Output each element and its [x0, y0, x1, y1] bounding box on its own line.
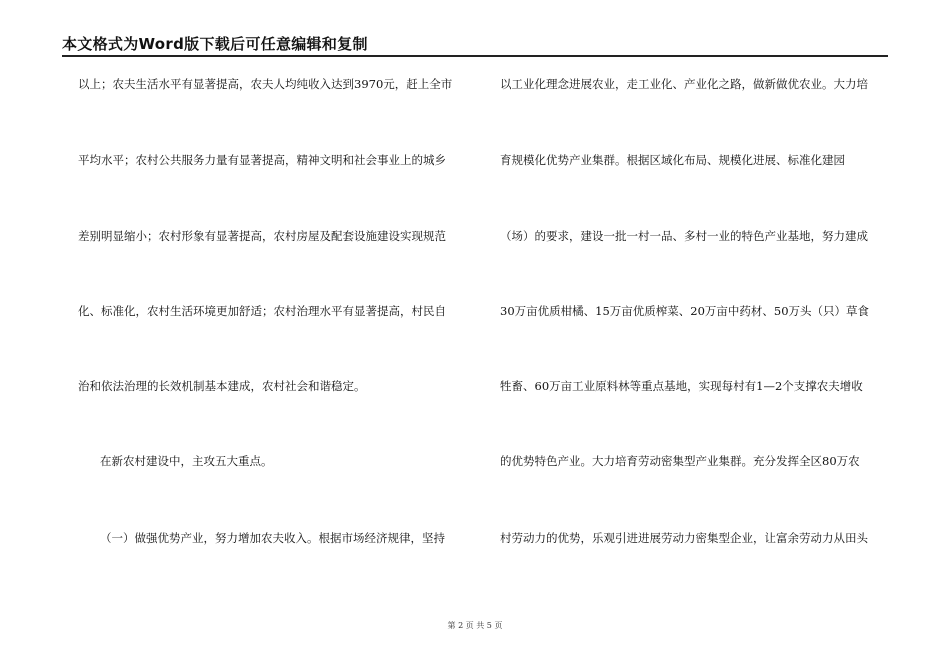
page-header [62, 31, 888, 57]
left-line-3: 差别明显缩小；农村形象有显著提高，农村房屋及配套设施建设实现规范 [78, 229, 446, 243]
right-line-5: 牲畜、60万亩工业原料林等重点基地，实现每村有1—2个支撑农夫增收 [500, 379, 863, 393]
left-line-2: 平均水平；农村公共服务力量有显著提高，精神文明和社会事业上的城乡 [78, 153, 446, 167]
header-title: 本文格式为Word版下载后可任意编辑和复制 [62, 35, 368, 53]
page-number: 第 2 页 共 5 页 [447, 621, 503, 630]
left-line-6: 在新农村建设中，主攻五大重点。 [100, 454, 273, 468]
left-line-7: （一）做强优势产业，努力增加农夫收入。根据市场经济规律，坚持 [100, 531, 445, 545]
left-line-4: 化、标准化，农村生活环境更加舒适；农村治理水平有显著提高，村民自 [78, 304, 446, 318]
right-line-1: 以工业化理念进展农业，走工业化、产业化之路，做新做优农业。大力培 [500, 77, 868, 91]
right-line-4: 30万亩优质柑橘、15万亩优质榨菜、20万亩中药材、50万头（只）草食 [500, 304, 870, 318]
left-line-1: 以上；农夫生活水平有显著提高，农夫人均纯收入达到3970元，赶上全市 [78, 77, 453, 91]
left-line-5: 治和依法治理的长效机制基本建成，农村社会和谐稳定。 [78, 379, 366, 393]
right-line-3: （场）的要求，建设一批一村一品、多村一业的特色产业基地，努力建成 [500, 229, 868, 243]
right-line-7: 村劳动力的优势，乐观引进进展劳动力密集型企业，让富余劳动力从田头 [500, 531, 868, 545]
right-line-2: 育规模化优势产业集群。根据区域化布局、规模化进展、标准化建园 [500, 153, 845, 167]
right-line-6: 的优势特色产业。大力培育劳动密集型产业集群。充分发挥全区80万农 [500, 454, 860, 468]
